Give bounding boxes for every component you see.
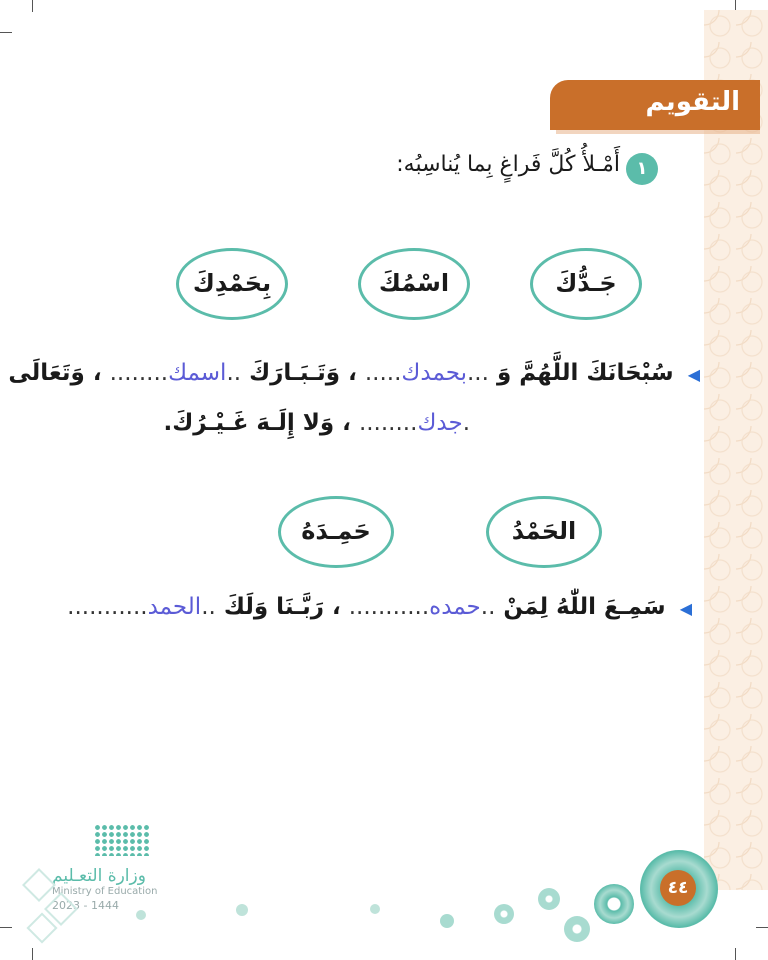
sentence-line-3: [67, 594, 692, 620]
decorative-rosette-icon: [494, 904, 514, 924]
edition-year: 2023 - 1444: [52, 899, 119, 912]
word-option-3: بِحَمْدِكَ: [176, 248, 288, 320]
question-instruction: أَمْـلأُ كُلَّ فَراغٍ بِما يُناسِبُه:: [396, 152, 620, 177]
decorative-dot: [136, 910, 146, 920]
crop-mark: [735, 948, 736, 960]
sentence-line-2: [163, 410, 470, 436]
crop-mark: [756, 927, 768, 928]
decorative-rosette-icon: [594, 884, 634, 924]
ministry-logo-icon: [94, 824, 150, 856]
page-number: ٤٤: [660, 870, 696, 906]
sentence-text: ، وَتَـبَـارَكَ: [249, 360, 357, 386]
bullet-arrow-icon: ◀: [687, 365, 700, 384]
question-number-badge: ١: [626, 153, 658, 185]
answer-text: اسمك: [168, 360, 227, 386]
word-option-1: جَـدُّكَ: [530, 248, 642, 320]
sentence-text: ، وَلا إِلَـهَ غَـيْـرُكَ.: [163, 410, 351, 436]
decorative-rosette-icon: [538, 888, 560, 910]
decorative-dot: [370, 904, 380, 914]
sentence-line-1: [8, 360, 700, 386]
sentence-text: ، رَبَّـنَا وَلَكَ: [223, 594, 341, 620]
blank[interactable]: ..اسمك........: [109, 360, 242, 386]
answer-text: بحمدك: [401, 360, 467, 386]
answer-text: جدك: [417, 410, 463, 436]
crop-mark: [32, 948, 33, 960]
word-option-5: حَمِـدَهُ: [278, 496, 394, 568]
section-header: [550, 80, 760, 130]
blank[interactable]: .جدك........: [358, 410, 470, 436]
word-option-4: الحَمْدُ: [486, 496, 602, 568]
blank[interactable]: ..حمده...........: [348, 594, 496, 620]
decorative-rosette-icon: [564, 916, 590, 942]
section-title: التقويم: [645, 87, 740, 117]
decorative-side-pattern: [704, 10, 768, 890]
decorative-dot: [236, 904, 248, 916]
answer-text: حمده: [429, 594, 481, 620]
ministry-pattern-icon: [22, 868, 102, 948]
crop-mark: [0, 927, 12, 928]
ministry-name-en: Ministry of Education: [52, 886, 158, 897]
word-option-2: اسْمُكَ: [358, 248, 470, 320]
sentence-text: سُبْحَانَكَ اللَّهُمَّ وَ: [496, 360, 674, 386]
sentence-text: ، وَتَعَالَى: [8, 360, 102, 386]
decorative-dot: [440, 914, 454, 928]
blank[interactable]: ..الحمد...........: [67, 594, 216, 620]
crop-mark: [32, 0, 33, 12]
ministry-name-ar: وزارة التعـليم: [52, 866, 146, 886]
bullet-arrow-icon: ◀: [679, 599, 692, 618]
blank[interactable]: ...بحمدك.....: [364, 360, 489, 386]
answer-text: الحمد: [147, 594, 202, 620]
sentence-text: سَمِـعَ اللّٰهُ لِمَنْ: [503, 594, 666, 620]
crop-mark: [0, 32, 12, 33]
